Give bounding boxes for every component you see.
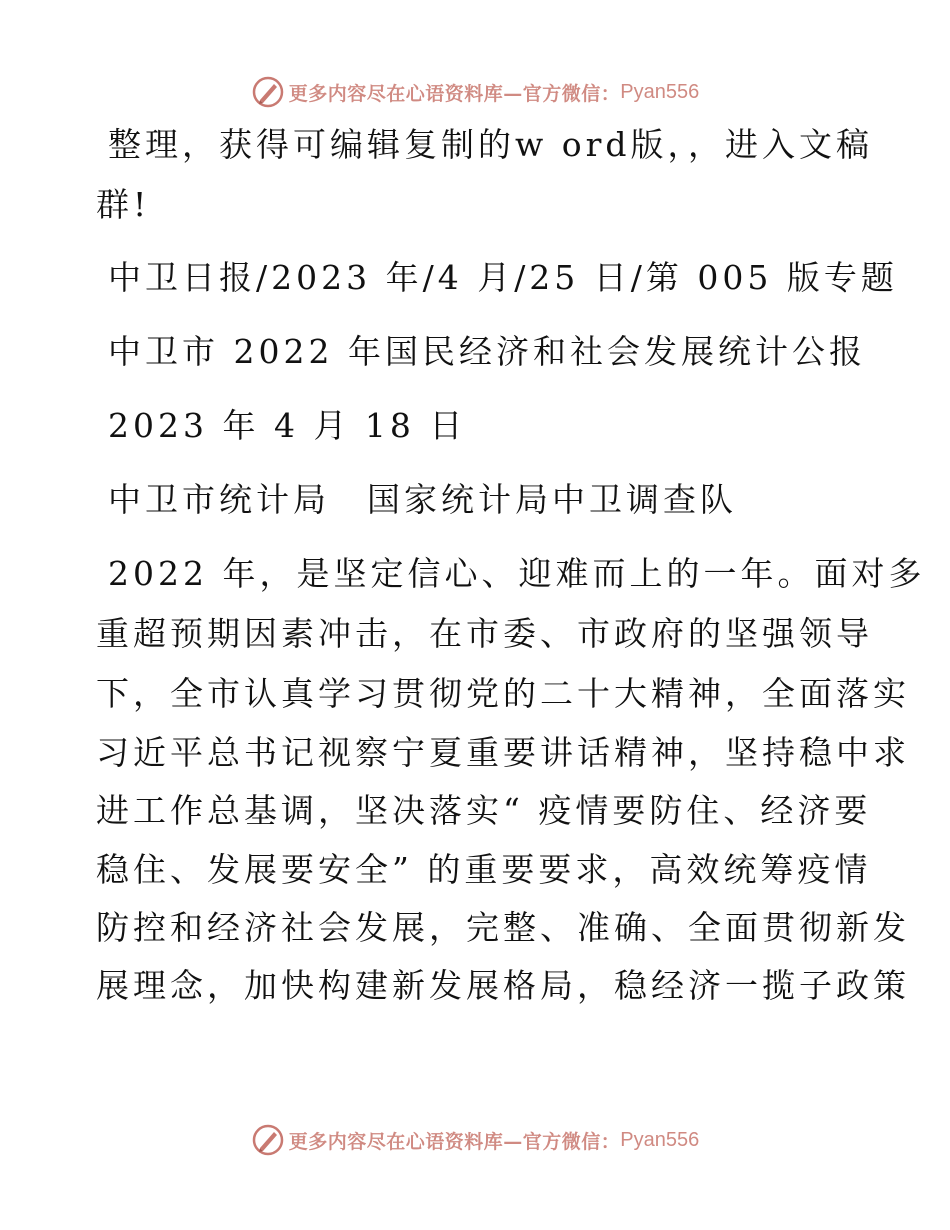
body-line: 习近平总书记视察宁夏重要讲话精神，坚持稳中求: [96, 733, 910, 772]
intro-line: 整理，获得可编辑复制的w ord版，，进入文稿: [108, 125, 874, 164]
header-watermark: [0, 70, 950, 114]
document-authors: 中卫市统计局 国家统计局中卫调查队: [108, 480, 737, 519]
watermark-wechat-id: Pyan556: [620, 80, 700, 103]
body-line: 稳住、发展要安全” 的重要要求，高效统筹疫情: [96, 850, 872, 889]
body-line: 防控和经济社会发展，完整、准确、全面贯彻新发: [96, 908, 910, 947]
watermark-wechat-id: Pyan556: [620, 1128, 700, 1151]
body-line: 重超预期因素冲击，在市委、市政府的坚强领导: [96, 614, 873, 653]
footer-watermark: [0, 1118, 950, 1162]
pen-logo-icon: [251, 75, 285, 109]
body-line: 进工作总基调，坚决落实“ 疫情要防住、经济要: [96, 791, 872, 830]
source-line: 中卫日报/2023 年/4 月/25 日/第 005 版专题: [108, 258, 898, 297]
document-title: 中卫市 2022 年国民经济和社会发展统计公报: [108, 332, 866, 371]
intro-line: 群!: [96, 185, 151, 224]
body-line: 下，全市认真学习贯彻党的二十大精神，全面落实: [96, 674, 910, 713]
document-date: 2023 年 4 月 18 日: [108, 406, 467, 445]
body-line: 展理念，加快构建新发展格局，稳经济一揽子政策: [96, 966, 910, 1005]
body-line: 2022 年，是坚定信心、迎难而上的一年。面对多: [108, 554, 926, 593]
watermark-text: 更多内容尽在心语资料库—官方微信：: [288, 82, 621, 105]
pen-logo-icon: [251, 1123, 285, 1157]
watermark-text: 更多内容尽在心语资料库—官方微信：: [288, 1130, 621, 1153]
